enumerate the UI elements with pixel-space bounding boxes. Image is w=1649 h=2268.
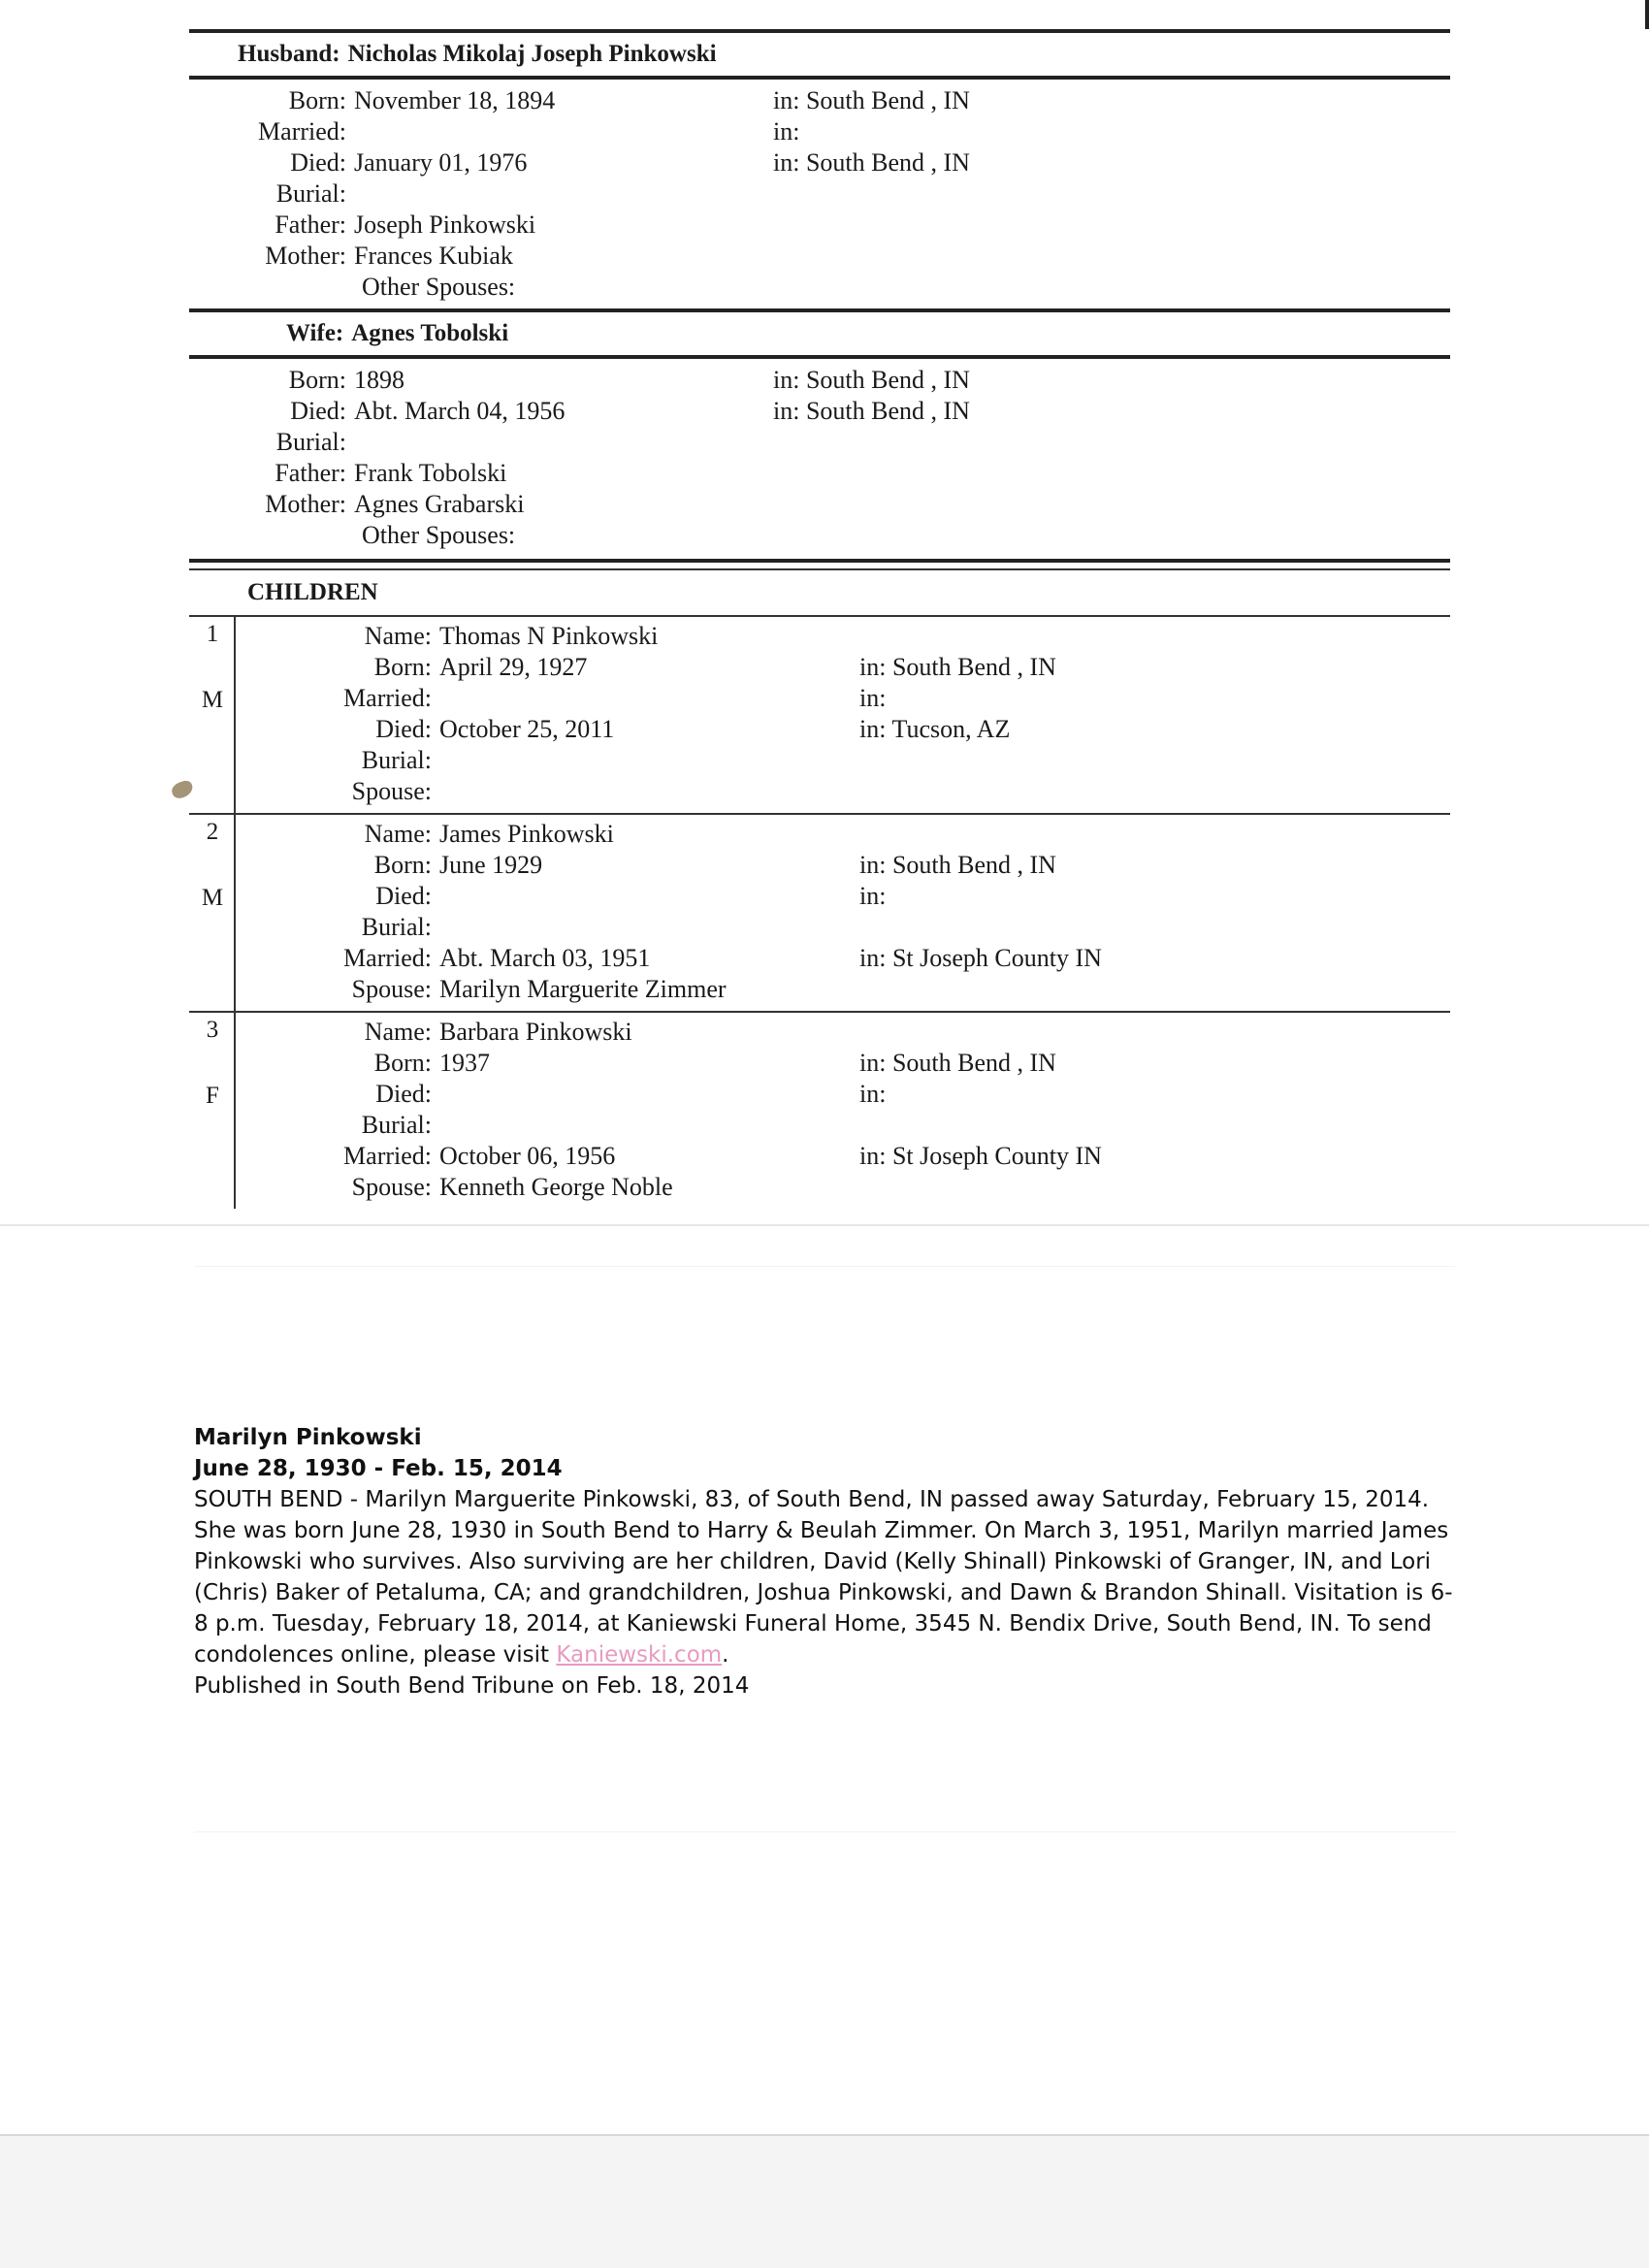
field-label: Married: [343, 944, 432, 972]
field-value [354, 116, 773, 147]
children-list [189, 615, 1450, 1209]
field-label: Died: [375, 882, 432, 910]
obituary-text: SOUTH BEND - Marilyn Marguerite Pinkowski, 83, of South Bend, IN passed away Saturday, February 15, 2014. She was born June 28, 1930 in South Bend to Harry & Beulah Zimmer. On March 3, 1951, Marilyn married James Pinkowski who survives. Also surviving are her children, David (Kelly Shinall) Pinkowski of Granger, IN, and Lori (Chris) Baker of Petaluma, CA; and grandchildren, Joshua Pinkowski, and Dawn & Brandon Shinall. Visitation is 6-8 p.m. Tuesday, February 18, 2014, at Kaniewski Funeral Home, 3545 N. Bendix Drive, South Bend, IN. To send condolences online, please visit [194, 1487, 1453, 1668]
family-group-sheet [189, 29, 1450, 1209]
children-heading: CHILDREN [247, 579, 378, 605]
child-record [189, 813, 1450, 1011]
field-place: in: [859, 684, 887, 712]
field-value [439, 1079, 859, 1110]
field-label: Born: [288, 86, 346, 114]
field-value: James Pinkowski [439, 820, 614, 848]
kaniewski-link[interactable]: Kaniewski.com [556, 1642, 723, 1668]
child-record [189, 615, 1450, 813]
field-place [773, 458, 1450, 489]
field-row [189, 116, 1450, 147]
field-label: Name: [364, 622, 432, 650]
child-gutter [189, 617, 236, 813]
field-value: April 29, 1927 [439, 653, 588, 681]
field-label: Died: [290, 397, 346, 425]
field-row [189, 458, 1450, 489]
field-place: in: Tucson, AZ [859, 715, 1011, 743]
field-label: Mother: [265, 490, 346, 518]
field-value [439, 881, 859, 912]
field-row [236, 1017, 1450, 1048]
child-number: 3 [206, 1017, 219, 1043]
child-fields [236, 1013, 1450, 1209]
field-label: Married: [258, 117, 346, 146]
other-spouses-label: Other Spouses: [362, 521, 516, 549]
field-row [236, 1172, 1450, 1203]
child-sex: F [206, 1083, 219, 1109]
field-place [859, 776, 1450, 807]
field-value: October 25, 2011 [439, 715, 615, 743]
field-value: Abt. March 04, 1956 [354, 397, 566, 425]
field-row [189, 241, 1450, 272]
obituary-body [194, 1484, 1455, 1670]
field-place [773, 427, 1450, 458]
field-place: in: South Bend , IN [859, 653, 1056, 681]
obituary-published: Published in South Bend Tribune on Feb. 18, 2014 [194, 1673, 750, 1699]
field-row [189, 147, 1450, 178]
field-row [236, 912, 1450, 943]
field-value: Kenneth George Noble [439, 1173, 673, 1201]
field-place [773, 178, 1450, 210]
field-label: Spouse: [351, 975, 432, 1003]
field-value [354, 427, 773, 458]
scan-bottom-edge [0, 2134, 1649, 2268]
bleed-through-line [194, 1831, 1455, 1832]
field-place [859, 1017, 1450, 1048]
field-row [236, 714, 1450, 745]
child-fields [236, 815, 1450, 1011]
child-sex: M [201, 687, 224, 713]
field-value: Joseph Pinkowski [354, 211, 536, 239]
field-value: October 06, 1956 [439, 1142, 616, 1170]
field-row [236, 1141, 1450, 1172]
field-label: Burial: [275, 428, 346, 456]
field-row [189, 365, 1450, 396]
field-place: in: South Bend , IN [773, 397, 970, 425]
field-value [439, 745, 859, 776]
wife-name: Agnes Tobolski [351, 320, 509, 346]
field-row [236, 850, 1450, 881]
field-label: Died: [375, 1080, 432, 1108]
field-value: January 01, 1976 [354, 148, 528, 177]
field-label: Burial: [361, 1111, 432, 1139]
field-place [859, 974, 1450, 1005]
field-label: Married: [343, 1142, 432, 1170]
field-label: Died: [290, 148, 346, 177]
field-row [236, 776, 1450, 807]
field-place: in: [859, 1080, 887, 1108]
field-value [439, 776, 859, 807]
field-place: in: St Joseph County IN [859, 944, 1102, 972]
field-value [354, 178, 773, 210]
field-row [236, 745, 1450, 776]
husband-header [189, 33, 1450, 76]
field-label: Burial: [275, 179, 346, 208]
field-value: Thomas N Pinkowski [439, 622, 659, 650]
field-label: Born: [373, 653, 432, 681]
wife-label: Wife: [286, 320, 344, 346]
divider [189, 559, 1450, 563]
field-place [773, 489, 1450, 520]
field-row [189, 85, 1450, 116]
other-spouses-label: Other Spouses: [362, 273, 516, 301]
field-place [859, 1172, 1450, 1203]
field-value: Frank Tobolski [354, 459, 507, 487]
bleed-through-line [194, 1266, 1455, 1267]
field-label: Name: [364, 820, 432, 848]
field-row [236, 1048, 1450, 1079]
field-row [236, 1110, 1450, 1141]
field-row [236, 683, 1450, 714]
field-place: in: St Joseph County IN [859, 1142, 1102, 1170]
field-place [859, 745, 1450, 776]
obituary-text-end: . [722, 1642, 729, 1668]
field-place: in: South Bend , IN [773, 148, 970, 177]
field-place [773, 210, 1450, 241]
child-fields [236, 617, 1450, 813]
field-row [236, 943, 1450, 974]
field-row [189, 210, 1450, 241]
field-place: in: South Bend , IN [859, 1049, 1056, 1077]
field-row [236, 819, 1450, 850]
field-label: Married: [343, 684, 432, 712]
field-value: June 1929 [439, 851, 543, 879]
field-place [859, 621, 1450, 652]
field-value: 1898 [354, 366, 404, 394]
child-number: 2 [206, 819, 219, 845]
wife-fields [189, 359, 1450, 526]
field-value: November 18, 1894 [354, 86, 556, 114]
field-label: Name: [364, 1018, 432, 1046]
field-place: in: South Bend , IN [773, 366, 970, 394]
field-row [236, 652, 1450, 683]
field-value: Abt. March 03, 1951 [439, 944, 651, 972]
field-label: Born: [373, 851, 432, 879]
field-label: Spouse: [351, 777, 432, 805]
field-place [859, 912, 1450, 943]
field-value: Frances Kubiak [354, 242, 513, 270]
field-row [236, 881, 1450, 912]
field-place: in: [773, 117, 800, 146]
wife-header [189, 312, 1450, 355]
field-value [439, 912, 859, 943]
field-place [859, 1110, 1450, 1141]
child-gutter [189, 1013, 236, 1209]
field-label: Born: [288, 366, 346, 394]
field-place [859, 819, 1450, 850]
child-number: 1 [206, 621, 219, 647]
field-value [439, 683, 859, 714]
obituary-dates: June 28, 1930 - Feb. 15, 2014 [194, 1456, 563, 1481]
field-label: Burial: [361, 913, 432, 941]
field-row [189, 396, 1450, 427]
field-value: Marilyn Marguerite Zimmer [439, 975, 727, 1003]
obituary-name: Marilyn Pinkowski [194, 1425, 422, 1450]
field-value: Barbara Pinkowski [439, 1018, 632, 1046]
field-place: in: South Bend , IN [859, 851, 1056, 879]
field-value: 1937 [439, 1049, 490, 1077]
field-value: Agnes Grabarski [354, 490, 525, 518]
field-row [236, 1079, 1450, 1110]
field-row [189, 178, 1450, 210]
husband-name: Nicholas Mikolaj Joseph Pinkowski [347, 41, 717, 67]
field-place [773, 241, 1450, 272]
field-place: in: South Bend , IN [773, 86, 970, 114]
child-record [189, 1011, 1450, 1209]
field-row [189, 427, 1450, 458]
field-label: Died: [375, 715, 432, 743]
field-row [189, 489, 1450, 520]
field-label: Burial: [361, 746, 432, 774]
field-row [236, 621, 1450, 652]
field-label: Mother: [265, 242, 346, 270]
husband-label: Husband: [238, 41, 340, 67]
field-row [236, 974, 1450, 1005]
field-value [439, 1110, 859, 1141]
field-label: Father: [275, 211, 346, 239]
obituary [194, 1422, 1455, 1701]
field-label: Father: [275, 459, 346, 487]
field-place: in: [859, 882, 887, 910]
field-label: Born: [373, 1049, 432, 1077]
husband-fields [189, 80, 1450, 277]
page-edge-mark [1645, 0, 1649, 29]
child-sex: M [201, 885, 224, 911]
field-label: Spouse: [351, 1173, 432, 1201]
paper-crease [0, 1224, 1649, 1226]
child-gutter [189, 815, 236, 1011]
